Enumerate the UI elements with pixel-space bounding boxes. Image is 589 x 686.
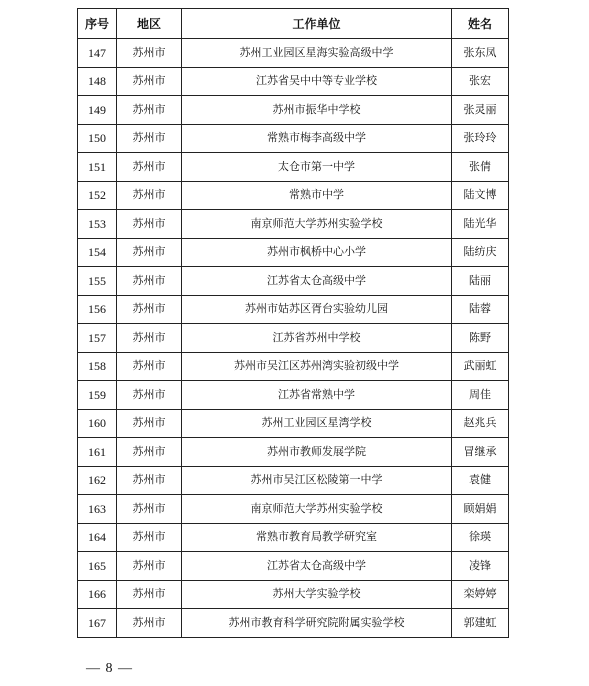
table-row bbox=[78, 381, 509, 410]
cell-index: 151 bbox=[78, 153, 117, 182]
cell-region: 苏州市 bbox=[117, 210, 182, 239]
cell-region: 苏州市 bbox=[117, 609, 182, 638]
cell-workplace: 苏州工业园区星海实验高级中学 bbox=[182, 39, 452, 68]
cell-index: 156 bbox=[78, 295, 117, 324]
cell-workplace: 苏州市姑苏区胥台实验幼儿园 bbox=[182, 295, 452, 324]
cell-region: 苏州市 bbox=[117, 381, 182, 410]
table-row bbox=[78, 438, 509, 467]
cell-workplace: 苏州大学实验学校 bbox=[182, 580, 452, 609]
cell-name: 袁健 bbox=[452, 466, 509, 495]
table-row bbox=[78, 352, 509, 381]
cell-region: 苏州市 bbox=[117, 67, 182, 96]
page-number: — 8 — bbox=[86, 661, 133, 676]
cell-workplace: 苏州市振华中学校 bbox=[182, 96, 452, 125]
cell-region: 苏州市 bbox=[117, 39, 182, 68]
cell-index: 157 bbox=[78, 324, 117, 353]
cell-region: 苏州市 bbox=[117, 295, 182, 324]
cell-name: 张宏 bbox=[452, 67, 509, 96]
cell-name: 张倩 bbox=[452, 153, 509, 182]
table-row bbox=[78, 153, 509, 182]
cell-workplace: 苏州市吴江区松陵第一中学 bbox=[182, 466, 452, 495]
staff-table-container bbox=[77, 8, 508, 638]
cell-index: 162 bbox=[78, 466, 117, 495]
cell-region: 苏州市 bbox=[117, 409, 182, 438]
cell-index: 155 bbox=[78, 267, 117, 296]
cell-index: 149 bbox=[78, 96, 117, 125]
cell-name: 张东凤 bbox=[452, 39, 509, 68]
cell-name: 陈野 bbox=[452, 324, 509, 353]
cell-index: 167 bbox=[78, 609, 117, 638]
cell-workplace: 南京师范大学苏州实验学校 bbox=[182, 210, 452, 239]
cell-region: 苏州市 bbox=[117, 181, 182, 210]
table-row bbox=[78, 580, 509, 609]
table-row bbox=[78, 124, 509, 153]
cell-name: 周佳 bbox=[452, 381, 509, 410]
cell-index: 154 bbox=[78, 238, 117, 267]
cell-region: 苏州市 bbox=[117, 124, 182, 153]
cell-workplace: 常熟市中学 bbox=[182, 181, 452, 210]
header-name: 姓名 bbox=[452, 9, 509, 39]
cell-workplace: 江苏省常熟中学 bbox=[182, 381, 452, 410]
cell-index: 161 bbox=[78, 438, 117, 467]
table-row bbox=[78, 295, 509, 324]
cell-region: 苏州市 bbox=[117, 495, 182, 524]
cell-index: 165 bbox=[78, 552, 117, 581]
cell-region: 苏州市 bbox=[117, 153, 182, 182]
table-row bbox=[78, 466, 509, 495]
cell-index: 160 bbox=[78, 409, 117, 438]
table-row bbox=[78, 267, 509, 296]
cell-name: 陆文博 bbox=[452, 181, 509, 210]
cell-workplace: 江苏省太仓高级中学 bbox=[182, 267, 452, 296]
header-region: 地区 bbox=[117, 9, 182, 39]
cell-name: 栾婷婷 bbox=[452, 580, 509, 609]
table-row bbox=[78, 238, 509, 267]
cell-workplace: 江苏省太仓高级中学 bbox=[182, 552, 452, 581]
cell-name: 凌锋 bbox=[452, 552, 509, 581]
cell-name: 陆纺庆 bbox=[452, 238, 509, 267]
cell-region: 苏州市 bbox=[117, 238, 182, 267]
table-row bbox=[78, 552, 509, 581]
table-row bbox=[78, 181, 509, 210]
table-body bbox=[78, 39, 509, 638]
cell-region: 苏州市 bbox=[117, 580, 182, 609]
cell-workplace: 苏州市教师发展学院 bbox=[182, 438, 452, 467]
cell-name: 赵兆兵 bbox=[452, 409, 509, 438]
table-row bbox=[78, 67, 509, 96]
cell-name: 徐瑛 bbox=[452, 523, 509, 552]
cell-workplace: 江苏省吴中中等专业学校 bbox=[182, 67, 452, 96]
cell-index: 159 bbox=[78, 381, 117, 410]
table-row bbox=[78, 609, 509, 638]
cell-region: 苏州市 bbox=[117, 523, 182, 552]
cell-name: 郭建虹 bbox=[452, 609, 509, 638]
table-header-row bbox=[78, 9, 509, 39]
cell-region: 苏州市 bbox=[117, 352, 182, 381]
cell-index: 152 bbox=[78, 181, 117, 210]
cell-region: 苏州市 bbox=[117, 96, 182, 125]
table-row bbox=[78, 324, 509, 353]
cell-index: 148 bbox=[78, 67, 117, 96]
cell-region: 苏州市 bbox=[117, 267, 182, 296]
cell-name: 张灵丽 bbox=[452, 96, 509, 125]
table-row bbox=[78, 210, 509, 239]
cell-name: 张玲玲 bbox=[452, 124, 509, 153]
header-workplace: 工作单位 bbox=[182, 9, 452, 39]
cell-workplace: 苏州市吴江区苏州湾实验初级中学 bbox=[182, 352, 452, 381]
cell-index: 163 bbox=[78, 495, 117, 524]
table-row bbox=[78, 409, 509, 438]
table-row bbox=[78, 96, 509, 125]
cell-name: 冒继承 bbox=[452, 438, 509, 467]
cell-name: 陆蓉 bbox=[452, 295, 509, 324]
cell-index: 150 bbox=[78, 124, 117, 153]
cell-workplace: 常熟市教育局教学研究室 bbox=[182, 523, 452, 552]
table-row bbox=[78, 523, 509, 552]
cell-workplace: 苏州市枫桥中心小学 bbox=[182, 238, 452, 267]
cell-name: 武丽虹 bbox=[452, 352, 509, 381]
header-index: 序号 bbox=[78, 9, 117, 39]
cell-index: 158 bbox=[78, 352, 117, 381]
staff-table bbox=[77, 8, 509, 638]
cell-workplace: 江苏省苏州中学校 bbox=[182, 324, 452, 353]
cell-region: 苏州市 bbox=[117, 552, 182, 581]
cell-index: 153 bbox=[78, 210, 117, 239]
cell-name: 陆丽 bbox=[452, 267, 509, 296]
cell-region: 苏州市 bbox=[117, 438, 182, 467]
cell-workplace: 常熟市梅李高级中学 bbox=[182, 124, 452, 153]
cell-name: 陆光华 bbox=[452, 210, 509, 239]
cell-workplace: 太仓市第一中学 bbox=[182, 153, 452, 182]
table-row bbox=[78, 495, 509, 524]
table-row bbox=[78, 39, 509, 68]
cell-workplace: 苏州市教育科学研究院附属实验学校 bbox=[182, 609, 452, 638]
cell-index: 164 bbox=[78, 523, 117, 552]
cell-index: 147 bbox=[78, 39, 117, 68]
cell-region: 苏州市 bbox=[117, 466, 182, 495]
cell-workplace: 苏州工业园区星湾学校 bbox=[182, 409, 452, 438]
cell-workplace: 南京师范大学苏州实验学校 bbox=[182, 495, 452, 524]
cell-index: 166 bbox=[78, 580, 117, 609]
cell-name: 顾娟娟 bbox=[452, 495, 509, 524]
cell-region: 苏州市 bbox=[117, 324, 182, 353]
